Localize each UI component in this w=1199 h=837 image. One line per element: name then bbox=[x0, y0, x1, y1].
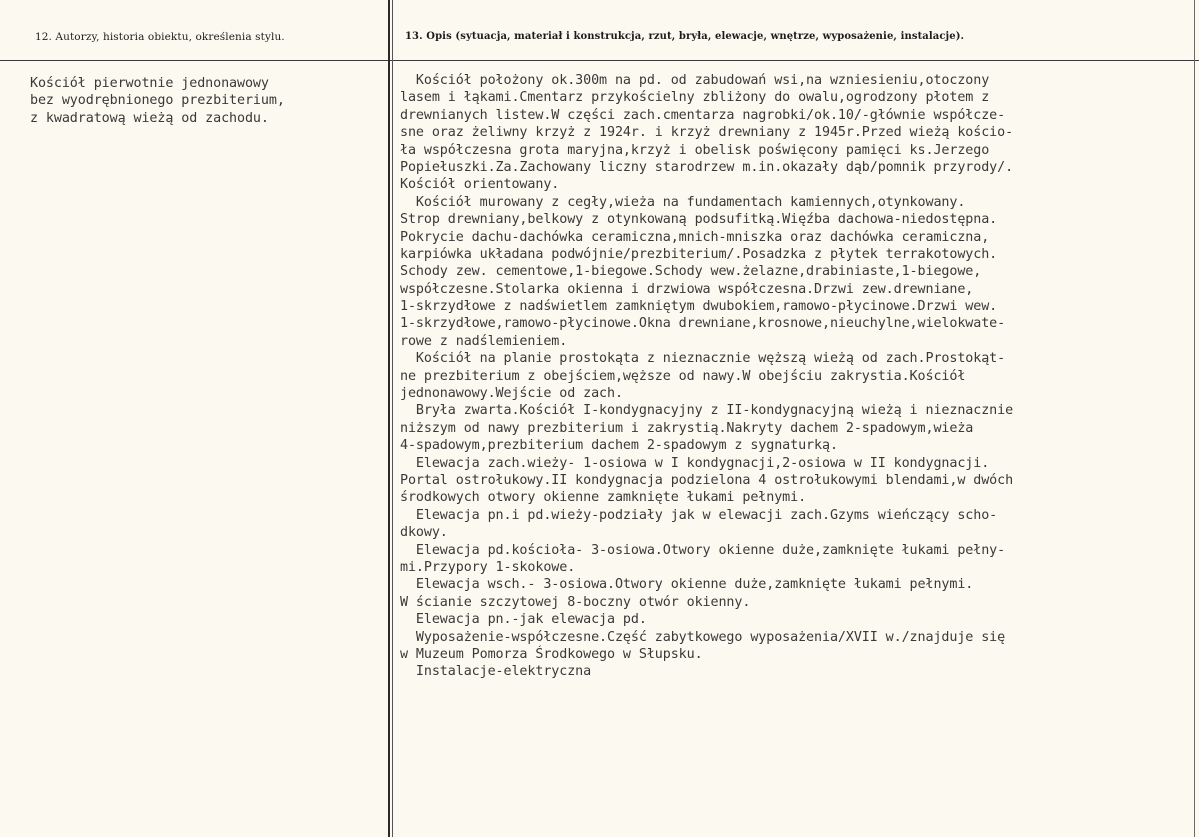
text-line: Pokrycie dachu-dachówka ceramiczna,mnich-mniszka oraz dachówka ceramiczna, bbox=[400, 229, 990, 245]
text-line: Elewacja pn.-jak elewacja pd. bbox=[400, 612, 647, 628]
section-12-text bbox=[30, 75, 285, 127]
text-line: Elewacja pn.i pd.wieży-podziały jak w elewacji zach.Gzyms wieńczący scho- bbox=[400, 507, 998, 523]
section-13-text bbox=[400, 72, 1013, 681]
text-line: współczesne.Stolarka okienna i drzwiowa współczesna.Drzwi zew.drewniane, bbox=[400, 281, 974, 297]
text-line: niższym od nawy prezbiterium i zakrystią.Nakryty dachem 2-spadowym,wieża bbox=[400, 420, 974, 436]
text-line: 1-skrzydłowe,ramowo-płycinowe.Okna drewniane,krosnowe,nieuchylne,wielokwate- bbox=[400, 316, 1006, 332]
text-line: sne oraz żeliwny krzyż z 1924r. i krzyż drewniany z 1945r.Przed wieżą kościo- bbox=[400, 125, 1014, 141]
text-line: Elewacja zach.wieży- 1-osiowa w I kondygnacji,2-osiowa w II kondygnacji. bbox=[400, 455, 990, 471]
section-12-header: 12. Autorzy, historia obiektu, określenia stylu. bbox=[35, 31, 285, 43]
text-line: W ścianie szczytowej 8-boczny otwór okienny. bbox=[400, 594, 751, 610]
text-line: w Muzeum Pomorza Środkowego w Słupsku. bbox=[400, 646, 703, 662]
text-line: Kościół na planie prostokąta z nieznacznie węższą wieżą od zach.Prostokąt- bbox=[400, 351, 1006, 367]
text-line: z kwadratową wieżą od zachodu. bbox=[30, 110, 269, 126]
text-line: jednonawowy.Wejście od zach. bbox=[400, 386, 623, 402]
text-line: Popiełuszki.Za.Zachowany liczny starodrzew m.in.okazały dąb/pomnik przyrody/. bbox=[400, 159, 1014, 175]
section-13-header: 13. Opis (sytuacja, materiał i konstrukcja, rzut, bryła, elewacje, wnętrze, wyposażenie, instalacje). bbox=[405, 31, 965, 42]
text-line: Kościół murowany z cegły,wieża na fundamentach kamiennych,otynkowany. bbox=[400, 194, 966, 210]
text-line: Schody zew. cementowe,1-biegowe.Schody wew.żelazne,drabiniaste,1-biegowe, bbox=[400, 264, 982, 280]
text-line: 1-skrzydłowe z nadświetlem zamkniętym dwubokiem,ramowo-płycinowe.Drzwi wew. bbox=[400, 299, 998, 315]
text-line: Kościół orientowany. bbox=[400, 177, 560, 193]
header-divider bbox=[0, 60, 1199, 61]
card-edge bbox=[1194, 0, 1195, 837]
text-line: Bryła zwarta.Kościół I-kondygnacyjny z II-kondygnacyjną wieżą i nieznacznie bbox=[400, 403, 1014, 419]
text-line: bez wyodrębnionego prezbiterium, bbox=[30, 93, 285, 109]
text-line: karpiówka układana podwójnie/prezbiterium/.Posadzka z płytek terrakotowych. bbox=[400, 246, 998, 262]
text-line: mi.Przypory 1-skokowe. bbox=[400, 559, 576, 575]
text-line: ła współczesna grota maryjna,krzyż i obelisk poświęcony pamięci ks.Jerzego bbox=[400, 142, 990, 158]
text-line: drewnianych listew.W części zach.cmentarza nagrobki/ok.10/-głównie współcze- bbox=[400, 107, 1006, 123]
text-line: dkowy. bbox=[400, 525, 448, 541]
text-line: 4-spadowym,prezbiterium dachem 2-spadowym z sygnaturką. bbox=[400, 438, 838, 454]
column-divider-inner bbox=[392, 0, 393, 837]
text-line: lasem i łąkami.Cmentarz przykościelny zbliżony do owalu,ogrodzony płotem z bbox=[400, 90, 990, 106]
text-line: rowe z nadślemieniem. bbox=[400, 333, 568, 349]
text-line: Elewacja wsch.- 3-osiowa.Otwory okienne duże,zamknięte łukami pełnymi. bbox=[400, 577, 974, 593]
text-line: Instalacje-elektryczna bbox=[400, 664, 592, 680]
text-line: Strop drewniany,belkowy z otynkowaną podsufitką.Więźba dachowa-niedostępna. bbox=[400, 212, 998, 228]
text-line: Kościół pierwotnie jednonawowy bbox=[30, 76, 269, 91]
text-line: Elewacja pd.kościoła- 3-osiowa.Otwory okienne duże,zamknięte łukami pełny- bbox=[400, 542, 1006, 558]
text-line: ne prezbiterium z obejściem,węższe od nawy.W obejściu zakrystia.Kościół bbox=[400, 368, 966, 384]
column-divider bbox=[388, 0, 390, 837]
text-line: Kościół położony ok.300m na pd. od zabudowań wsi,na wzniesieniu,otoczony bbox=[400, 73, 990, 88]
text-line: środkowych otwory okienne zamknięte łukami pełnymi. bbox=[400, 490, 807, 506]
text-line: Portal ostrołukowy.II kondygnacja podzielona 4 ostrołukowymi blendami,w dwóch bbox=[400, 472, 1014, 488]
text-line: Wyposażenie-współczesne.Część zabytkowego wyposażenia/XVII w./znajduje się bbox=[400, 629, 1006, 645]
